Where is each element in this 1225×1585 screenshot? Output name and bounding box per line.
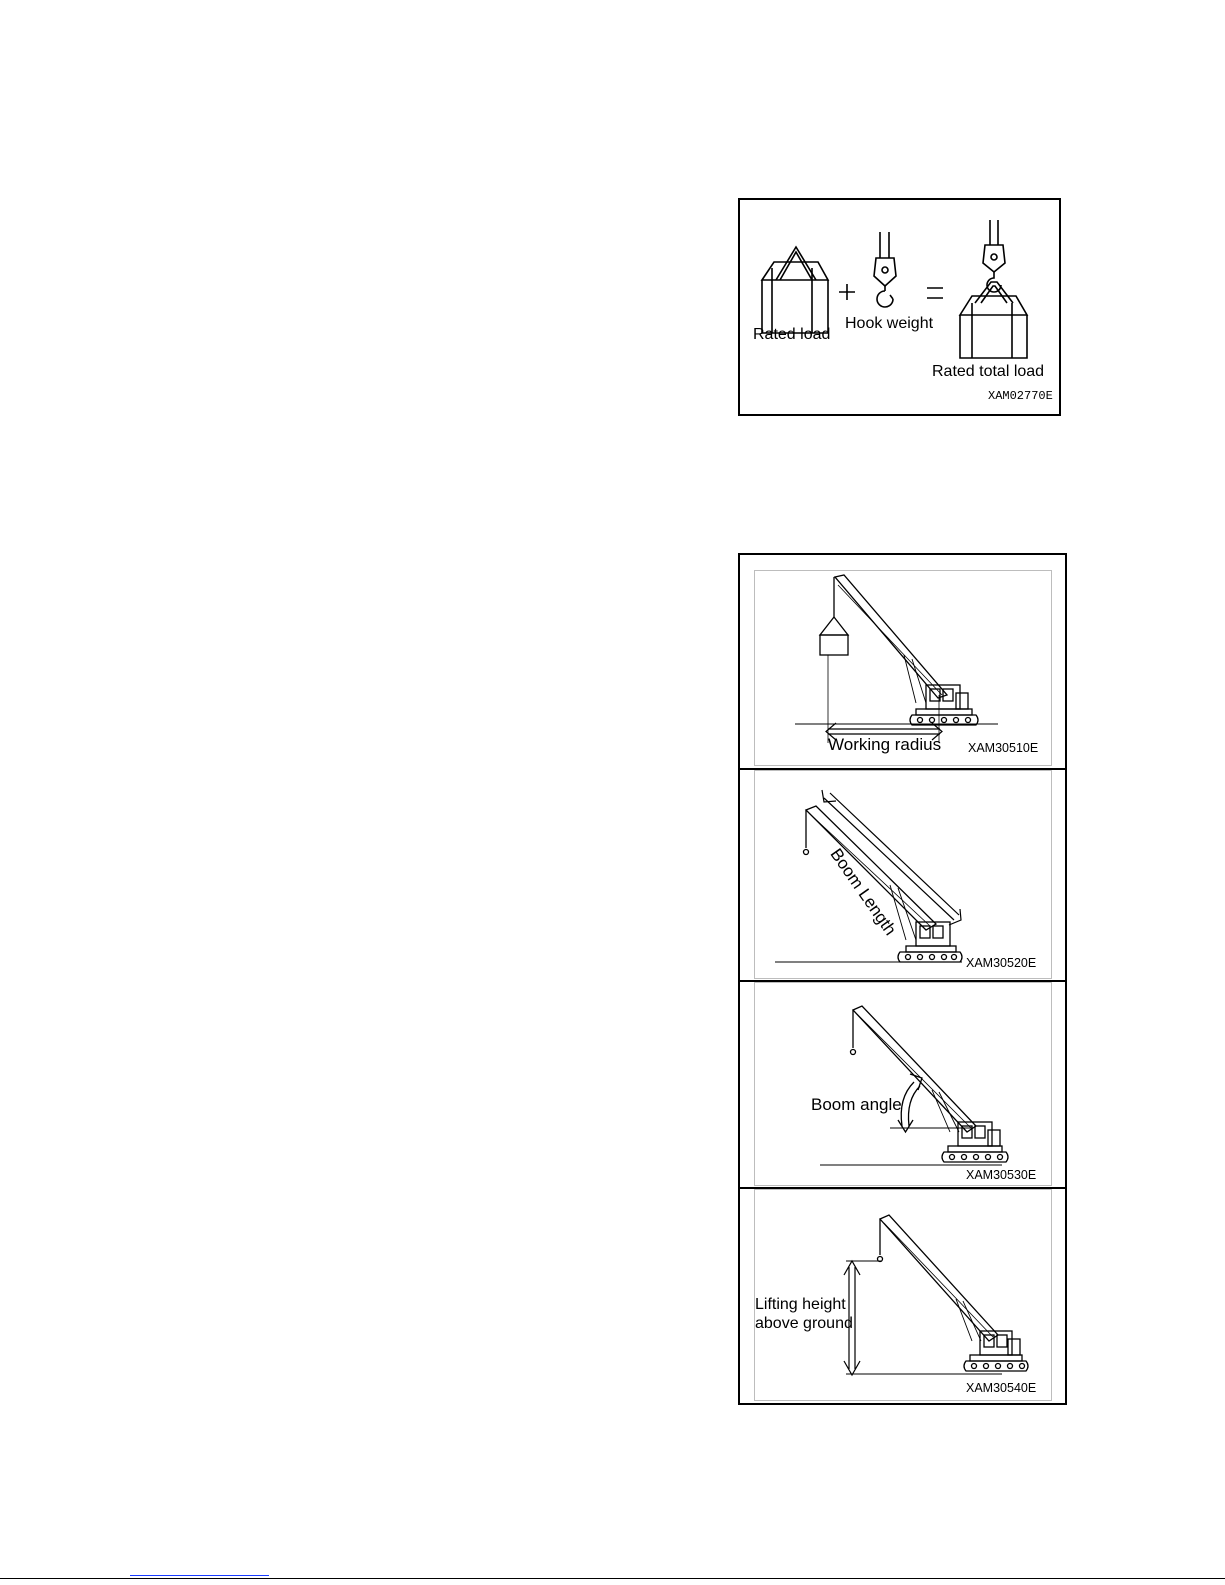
lifting-height-panel: [740, 1189, 1065, 1403]
load-icon: [820, 617, 848, 635]
rated-total-load-label: Rated total load: [932, 363, 1045, 380]
panel-code: XAM30530E: [966, 1168, 1037, 1182]
figure-code: XAM02770E: [988, 389, 1053, 403]
hook-icon: [874, 232, 896, 307]
hook-weight-label: Hook weight: [845, 315, 934, 332]
footer-rule: [0, 1578, 1225, 1579]
panel-code: XAM30520E: [966, 956, 1037, 970]
boom-length-label: Boom Length: [826, 845, 901, 939]
boom-icon: [804, 806, 937, 940]
boom-icon: [834, 575, 947, 703]
equals-icon: [927, 288, 943, 298]
footer-link-underline[interactable]: [130, 1575, 269, 1576]
plus-icon: [839, 284, 855, 300]
boom-angle-label: Boom angle: [811, 1095, 902, 1114]
crane-body-icon: [898, 922, 962, 962]
boom-angle-drawing: [740, 982, 1065, 1187]
panel-code: XAM30510E: [968, 741, 1039, 755]
rated-total-load-drawing: [740, 200, 1063, 418]
rated-total-load-figure: [738, 198, 1061, 416]
boom-length-drawing: [740, 770, 1065, 980]
load-box-icon: [820, 635, 848, 655]
working-radius-label: Working radius: [828, 735, 942, 754]
load-box-icon: [762, 247, 828, 333]
lifting-height-label-line2: above ground: [755, 1315, 853, 1332]
boom-icon: [878, 1215, 999, 1341]
rated-load-label: Rated load: [753, 326, 831, 343]
working-radius-panel: [740, 555, 1065, 767]
boom-length-panel: [740, 770, 1065, 980]
panel-code: XAM30540E: [966, 1381, 1037, 1395]
lifting-height-label-line1: Lifting height: [755, 1296, 846, 1313]
hook-with-load-icon: [960, 220, 1027, 358]
crane-terms-figure: [738, 553, 1067, 1405]
boom-angle-panel: [740, 982, 1065, 1187]
